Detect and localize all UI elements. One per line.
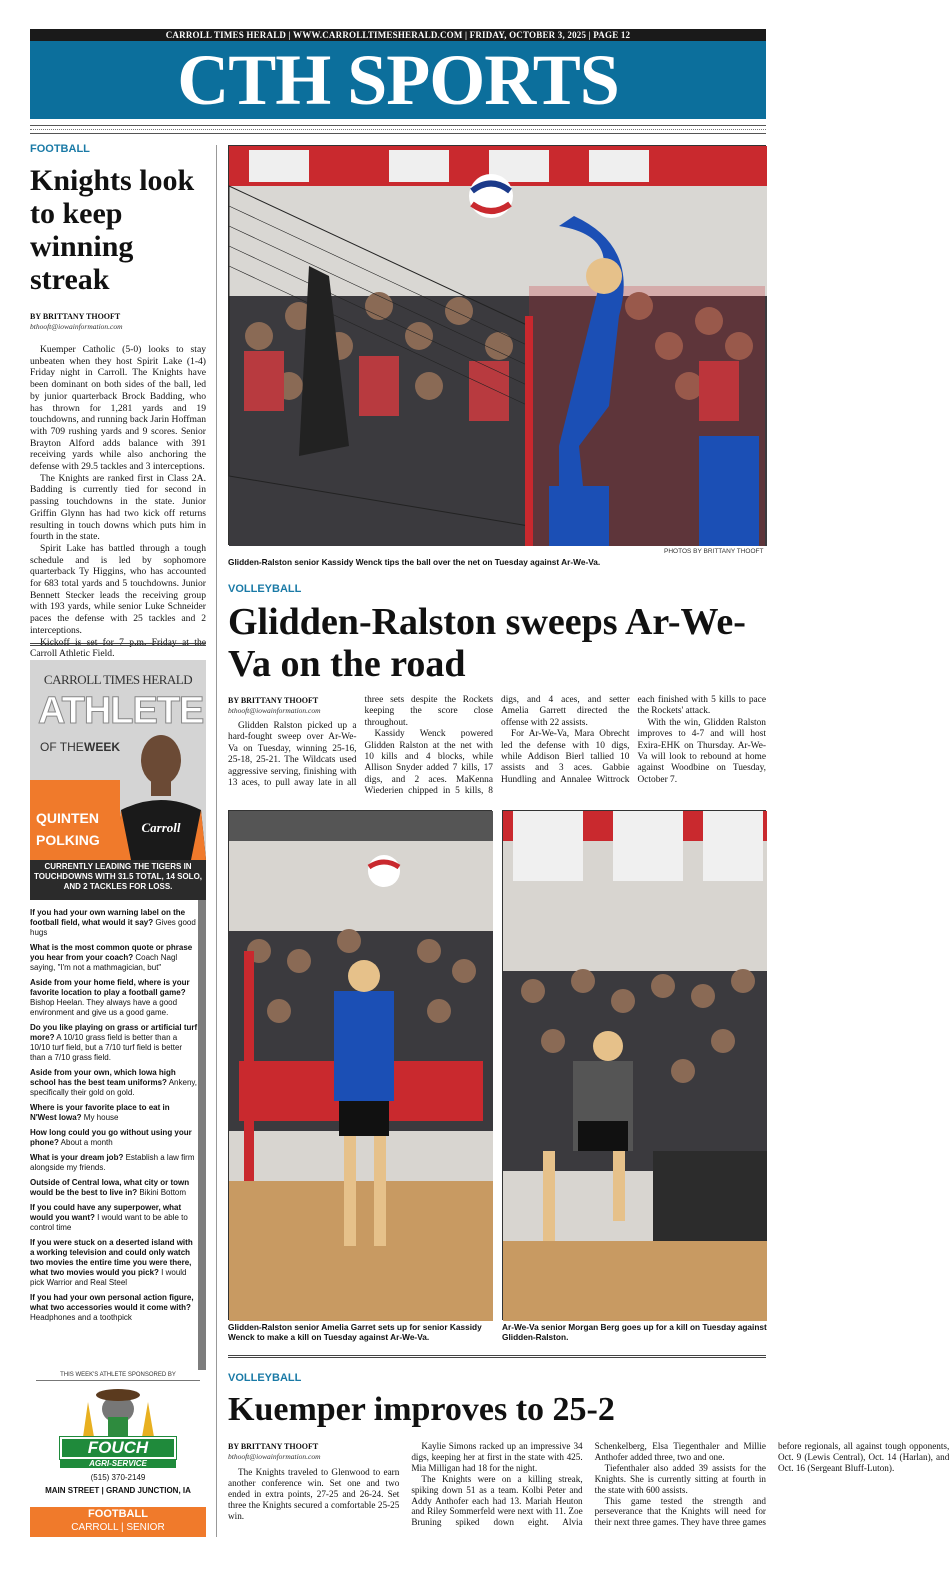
paragraph: Kickoff is set for 7 p.m. Friday at the Carroll Athletic Field. — [30, 636, 206, 660]
story-body — [228, 1441, 949, 1539]
qa-question: Aside from your own, which Iowa high school has the best team uniforms? — [30, 1068, 176, 1087]
qa-question: What is your dream job? — [30, 1153, 124, 1162]
athlete-sport: FOOTBALL — [88, 1508, 148, 1520]
athlete-name-panel — [30, 780, 120, 860]
photo-credit: PHOTOS BY BRITTANY THOOFT — [664, 548, 764, 555]
separator: | — [120, 1522, 124, 1533]
sponsor-subname: AGRI-SERVICE — [60, 1459, 176, 1468]
paragraph: The Knights were on a killing streak, spiking down 51 as a team. Kolbi Peter and Addy Anthofer each had 13. Mariah Heuton and Riley Sommerfeld were next with 11. Zoe Bruning spiked down eight. Alvia Schenkelberg, Elsa Tiegenthaler and Millie Anthofer added three, two and one. — [411, 1441, 766, 1528]
story-body — [228, 695, 766, 805]
banner-brand: CARROLL TIMES HERALD — [43, 672, 193, 687]
paragraph: This game tested the strength and perseverance that the Knights will need for their next three games. They have three games before regionals, all against tough opponents, Oct. 9 (Lewis Central), Oct. 14 (Harlan), and Oct. 16 (Sergeant Bluff-Luton). — [594, 1441, 949, 1528]
byline-spacer — [228, 1441, 399, 1467]
photo-left — [228, 810, 492, 1320]
qa-item — [30, 1293, 198, 1323]
qa-question: If you had your own personal action figure, what two accessories would it come with? — [30, 1293, 194, 1312]
sponsor-label: THIS WEEK'S ATHLETE SPONSORED BY — [36, 1372, 200, 1381]
qa-item — [30, 943, 198, 973]
story-kicker: VOLLEYBALL — [228, 1372, 302, 1384]
photo-right-image — [503, 811, 767, 1321]
paragraph: Spirit Lake has battled through a tough schedule and is led by sophomore quarterback Ty Higgins, who has accounted for 683 total yards and 5 touchdowns. Junior Bennett Stecker leads the receiving group with 193 yards, while senior Luke Schneider paces the defense with 25 tackles and 2 interceptions. — [30, 542, 206, 636]
athlete-year: SENIOR — [126, 1522, 165, 1533]
story-body — [30, 344, 206, 660]
athlete-qa — [30, 908, 198, 1328]
athlete-stat: CURRENTLY LEADING THE TIGERS IN TOUCHDOWNS WITH 31.5 TOTAL, 14 SOLO, AND 2 TACKLES FOR LOSS. — [34, 862, 203, 891]
banner-title: ATHLETE — [38, 690, 204, 732]
story-headline: Glidden-Ralston sweeps Ar-We-Va on the road — [228, 601, 746, 685]
column-divider — [216, 145, 217, 1537]
athlete-details — [30, 1521, 206, 1534]
masthead-dateline: CARROLL TIMES HERALD | WWW.CARROLLTIMESHERALD.COM | FRIDAY, OCTOBER 3, 2025 | PAGE 12 — [30, 29, 766, 41]
divider — [30, 133, 766, 134]
qa-item — [30, 1023, 198, 1063]
byline-email: bthooft@iowainformation.com — [228, 1452, 321, 1461]
paragraph: The Knights are ranked first in Class 2A. Badding is currently tied for second in passing touchdowns in the state. Junior Griffin Glynn has had two kick off returns resulting in touch downs which puts him in fourth in the state. — [30, 472, 206, 543]
sponsor-box — [30, 1372, 206, 1495]
story-kicker: VOLLEYBALL — [228, 583, 302, 595]
byline-email: bthooft@iowainformation.com — [228, 706, 321, 715]
story-kicker: FOOTBALL — [30, 143, 90, 155]
qa-answer: Bishop Heelan. They always have a good environment and give us a good game. — [30, 998, 178, 1017]
photo-caption: Glidden-Ralston senior Amelia Garret sets up for senior Kassidy Wenck to make a kill on Tuesday against Ar-We-Va. — [228, 1322, 482, 1342]
qa-question: Do you like playing on grass or artificial turf more? — [30, 1023, 198, 1042]
qa-answer: A 10/10 grass field is better than a 10/10 turf field, but a 7/10 turf field is better than a 7/10 grass field. — [30, 1033, 183, 1062]
byline-email: bthooft@iowainformation.com — [30, 322, 123, 331]
qa-question: Aside from your home field, where is your favorite location to play a football game? — [30, 978, 190, 997]
qa-item — [30, 1238, 198, 1288]
sponsor-address: MAIN STREET | GRAND JUNCTION, IA — [45, 1486, 191, 1495]
qa-answer: Ankeny, specifically their gold on gold. — [30, 1078, 198, 1097]
qa-answer: I would want to be able to control time — [30, 1213, 188, 1232]
paragraph: Kuemper Catholic (5-0) looks to stay unbeaten when they host Spirit Lake (1-4) Friday night in Carroll. The Knights have been dominant on both sides of the ball, led by junior quarterback Brock Badding, who has thrown for 1,281 yards and 19 touchdowns, and running back Jarin Hoffman with 709 rushing yards and 9 scores. Senior Brayton Alford adds balance with 391 receiving yards while also anchoring the defense with 29.5 tackles and 3 interceptions. — [30, 344, 206, 473]
photo-caption: Ar-We-Va senior Morgan Berg goes up for a kill on Tuesday against Glidden-Ralston. — [502, 1322, 767, 1342]
banner-subtitle-2: WEEK — [84, 740, 120, 754]
qa-item — [30, 1178, 198, 1198]
qa-question: How long could you go without using your phone? — [30, 1128, 192, 1147]
photo-left-image — [229, 811, 493, 1321]
sponsor-phone: (515) 370-2149 — [90, 1473, 146, 1482]
byline: BY BRITTANY THOOFT — [228, 696, 319, 705]
photo-right — [502, 810, 766, 1320]
qa-answer: I would pick Warrior and Real Steel — [30, 1268, 187, 1287]
athlete-first-name: QUINTEN — [36, 810, 99, 826]
photo-main-image — [229, 146, 767, 546]
qa-answer: Coach Nagl saying, "I'm not a mathmagician, but" — [30, 953, 178, 972]
paragraph: With the win, Glidden Ralston improves to 4-7 and will host Exira-EHK on Thursday. Ar-We-Va will look to rebound at home against Woodbine on Tuesday, October 7. — [637, 717, 766, 785]
divider — [30, 643, 206, 646]
qa-item — [30, 1153, 198, 1173]
paragraph: Tiefenthaler also added 39 assists for the Knights. She is currently sitting at fourth in the state with 600 assists. — [594, 1462, 766, 1495]
paragraph: The Knights traveled to Glenwood to earn another conference win. Set one and two ended in extra points, 27-25 and 26-24. Set three the Knights secured a comfortable 25-25 win. — [228, 1467, 400, 1521]
photo-main — [228, 145, 766, 545]
qa-item — [30, 908, 198, 938]
story-headline: Kuemper improves to 25-2 — [228, 1391, 615, 1428]
qa-answer: Establish a law firm alongside my friends. — [30, 1153, 195, 1172]
divider — [228, 1355, 766, 1358]
section-title: CTH SPORTS — [177, 40, 619, 120]
athlete-school: CARROLL — [71, 1522, 119, 1533]
athlete-footer — [30, 1507, 206, 1537]
divider — [30, 129, 766, 130]
masthead — [30, 41, 766, 119]
qa-answer: Gives good hugs — [30, 918, 196, 937]
qa-question: If you had your own warning label on the football field, what would it say? — [30, 908, 186, 927]
qa-item — [30, 1068, 198, 1098]
qa-item — [30, 1203, 198, 1233]
athlete-last-name: POLKING — [36, 832, 100, 848]
qa-answer: Headphones and a toothpick — [30, 1313, 132, 1322]
athlete-jersey: Carroll — [141, 820, 181, 835]
qa-answer: My house — [83, 1113, 119, 1122]
sponsor-mascot-icon — [68, 1387, 168, 1437]
qa-question: Outside of Central Iowa, what city or town would be the best to live in? — [30, 1178, 190, 1197]
story-headline: Knights look to keep winning streak — [30, 164, 195, 296]
paragraph: For Ar-We-Va, Mara Obrecht led the defense with 10 digs, while Addison Bierl tallied 10 assists and 3 aces. Gabbie Hundling and Annalee Wittrock each finished with 5 kills to pace the Rockets' attack. — [501, 695, 766, 785]
qa-item — [30, 1103, 198, 1123]
paragraph: Kassidy Wenck powered Glidden Ralston at the net with 10 kills and 4 blocks, while Allison Snyder added 7 kills, 17 digs, and 2 aces. MaKenna Wiederien chipped in 5 kills, 8 digs, and 4 aces, and setter Amelia Garrett directed the offense with 22 assists. — [364, 695, 630, 797]
photo-caption: Glidden-Ralston senior Kassidy Wenck tips the ball over the net on Tuesday against Ar-We-Va. — [228, 557, 601, 567]
qa-item — [30, 978, 198, 1018]
qa-question: What is the most common quote or phrase you hear from your coach? — [30, 943, 193, 962]
paragraph: Glidden Ralston picked up a hard-fought sweep over Ar-We-Va on Tuesday, winning 25-16, 25-18, 25-21. The Wildcats used aggressive serving, finishing with 13 aces, to pull away late in all three sets despite the Rockets keeping the score close throughout. — [228, 695, 493, 789]
qa-question: Where is your favorite place to eat in N'West Iowa? — [30, 1103, 170, 1122]
byline: BY BRITTANY THOOFT — [30, 312, 121, 321]
banner-subtitle-1: OF THE — [40, 740, 84, 754]
qa-answer: Bikini Bottom — [139, 1188, 187, 1197]
qa-answer: About a month — [60, 1138, 113, 1147]
byline-spacer — [228, 695, 357, 721]
athlete-photo — [116, 720, 206, 860]
qa-question: If you could have any superpower, what would you want? — [30, 1203, 182, 1222]
sidebar-accent-bar — [198, 900, 206, 1370]
divider — [30, 125, 766, 126]
athlete-of-the-week-banner — [30, 660, 206, 900]
qa-question: If you were stuck on a deserted island with a working television and could only watch two movies the entire time you were there, what two movies would you pick? — [30, 1238, 193, 1277]
byline: BY BRITTANY THOOFT — [228, 1442, 319, 1451]
paragraph: Kaylie Simons racked up an impressive 34 digs, keeping her at first in the state with 425. Mia Milligan had 18 for the night. — [411, 1441, 583, 1473]
qa-item — [30, 1128, 198, 1148]
sponsor-name: FOUCH — [60, 1437, 176, 1459]
